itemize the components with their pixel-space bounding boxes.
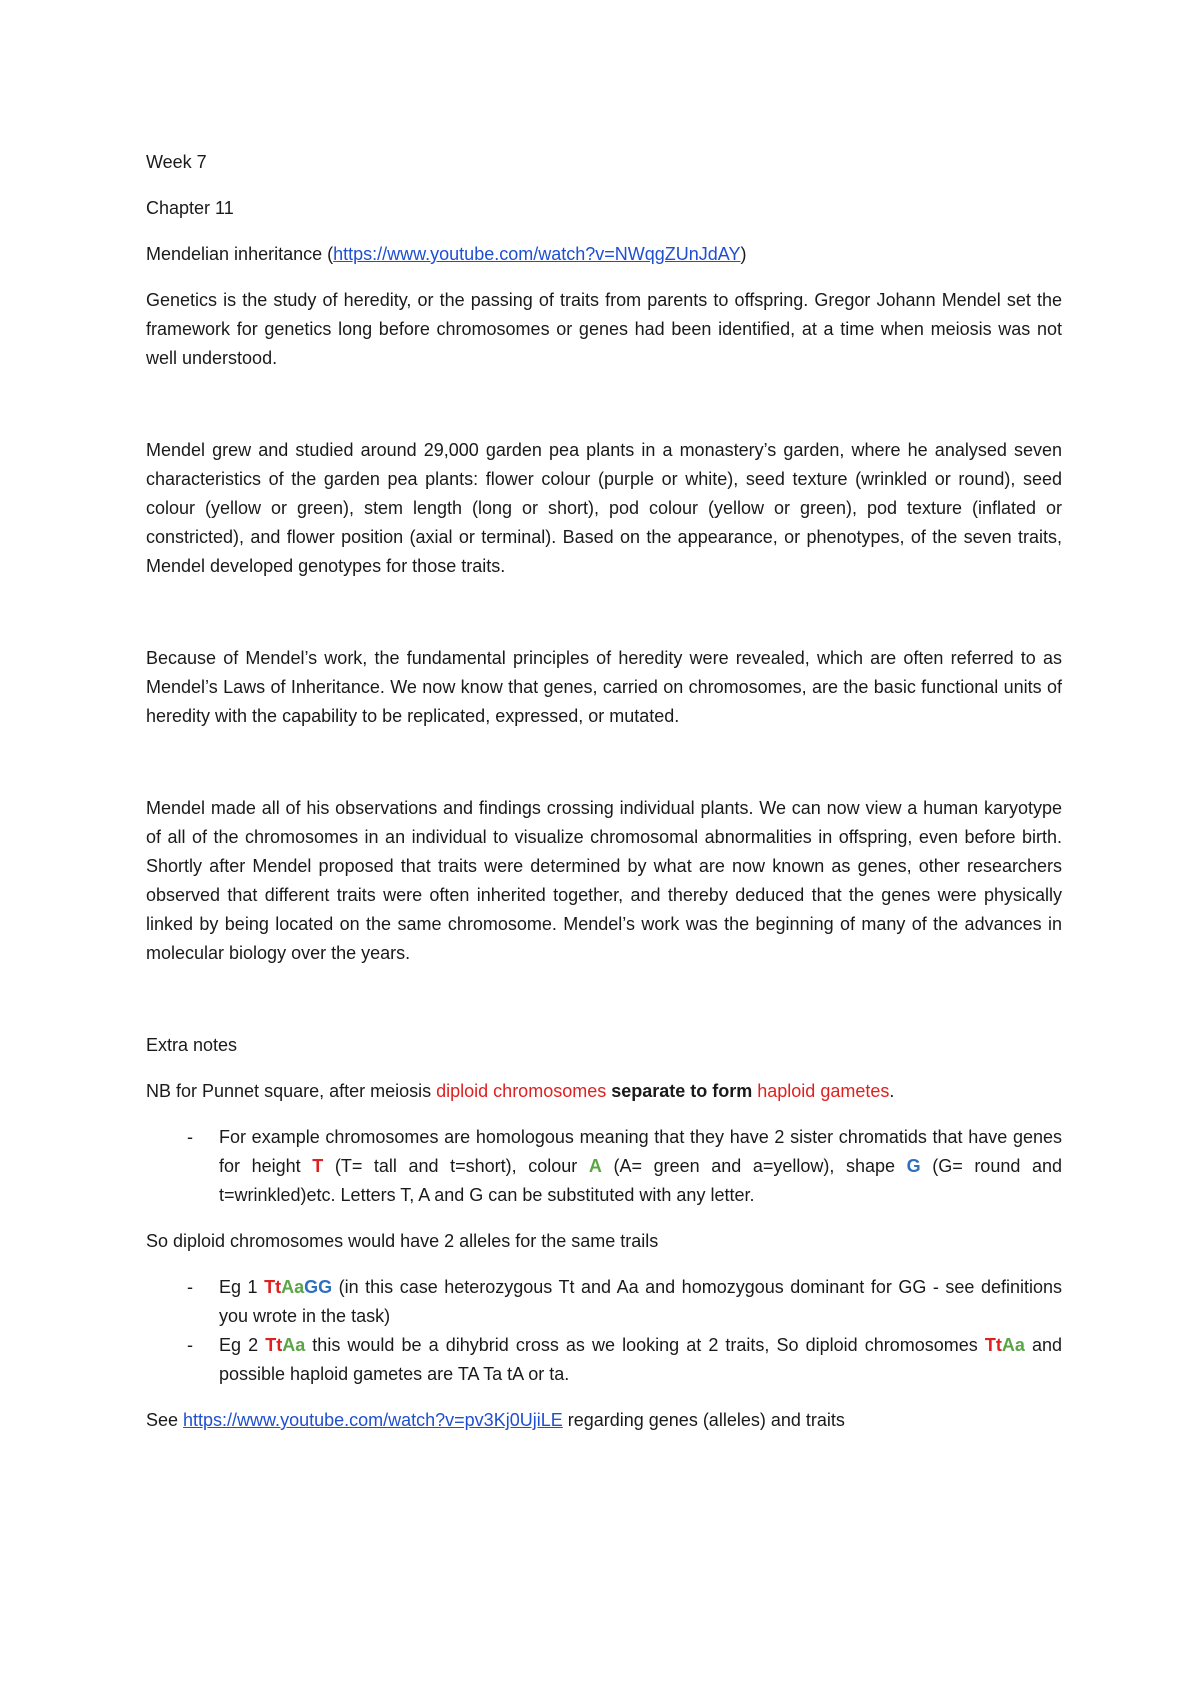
extra-notes-title: Extra notes: [146, 1035, 238, 1055]
dash-marker: -: [187, 1127, 193, 1147]
item-text: (A= green and a=yellow), shape: [601, 1156, 907, 1176]
nb-haploid: haploid gametes: [757, 1081, 890, 1101]
topic-close: ): [740, 244, 747, 264]
allele-g: G: [906, 1156, 921, 1176]
topic-label: Mendelian inheritance (: [146, 244, 334, 264]
paragraph-laws: Because of Mendel’s work, the fundamental principles of heredity were revealed, which are often referred to as Mendel’s Laws of Inheritance. We now know that genes, carried on chromosomes, are the basic functional units of heredity with the capability to be replicated, expressed, or mutated.: [146, 648, 1062, 726]
allele-tt: Tt: [265, 1335, 283, 1355]
item-text: (G= round and t=wrinkled)etc. Letters T, A and G can be substituted with any letter.: [219, 1156, 1062, 1205]
list-item: [146, 1273, 1062, 1331]
topic-video-link[interactable]: https://www.youtube.com/watch?v=NWqgZUnJdAY: [333, 244, 741, 264]
paragraph-observations: Mendel made all of his observations and findings crossing individual plants. We can now view a human karyotype of all of the chromosomes in an individual to visualize chromosomal abnormalities in offspring, even before birth. Shortly after Mendel proposed that traits were determined by what are now known as genes, other researchers observed that different traits were often inherited together, and thereby deduced that the genes were physically linked by being located on the same chromosome. Mendel’s work was the beginning of many of the advances in molecular biology over the years.: [146, 798, 1062, 963]
spacer: [146, 390, 1062, 436]
paragraph-genetics: Genetics is the study of heredity, or the passing of traits from parents to offspring. Gregor Johann Mendel set the framework for genetics long before chromosomes or genes had been identified, at a time when meiosis was not well understood.: [146, 290, 1062, 368]
nb-text: separate to form: [606, 1081, 758, 1101]
allele-tt: Tt: [264, 1277, 282, 1297]
item-text: Eg 1: [219, 1277, 265, 1297]
spacer: [146, 748, 1062, 794]
see-text: regarding genes (alleles) and traits: [562, 1410, 845, 1430]
allele-aa: Aa: [282, 1335, 306, 1355]
nb-diploid: diploid chromosomes: [436, 1081, 607, 1101]
allele-tt: Tt: [984, 1335, 1002, 1355]
dash-marker: -: [187, 1277, 193, 1297]
genes-video-link[interactable]: https://www.youtube.com/watch?v=pv3Kj0UjiLE: [183, 1410, 563, 1430]
allele-a: A: [588, 1156, 602, 1176]
item-text: (T= tall and t=short), colour: [323, 1156, 589, 1176]
chapter-heading: Chapter 11: [146, 198, 234, 218]
list-item: [146, 1331, 1062, 1389]
eg-list: [146, 1273, 1062, 1389]
allele-gg: GG: [304, 1277, 333, 1297]
see-line: [146, 1406, 1062, 1435]
see-text: See: [146, 1410, 184, 1430]
item-text: (in this case heterozygous Tt and Aa and homozygous dominant for GG - see definitions you wrote in the task): [219, 1277, 1063, 1326]
list-item: [146, 1123, 1062, 1210]
example-list: [146, 1123, 1062, 1210]
dash-marker: -: [187, 1335, 193, 1355]
nb-text: .: [889, 1081, 895, 1101]
item-text: For example chromosomes are homologous meaning that they have 2 sister chromatids that have genes for height: [219, 1127, 1062, 1176]
allele-t: T: [312, 1156, 324, 1176]
allele-aa: Aa: [1001, 1335, 1025, 1355]
spacer: [146, 985, 1062, 1031]
item-text: Eg 2: [219, 1335, 266, 1355]
paragraph-pea-plants: Mendel grew and studied around 29,000 garden pea plants in a monastery’s garden, where he analysed seven characteristics of the garden pea plants: flower colour (purple or white), seed texture (wrinkled or round), seed colour (yellow or green), stem length (long or short), pod colour (yellow or green), pod texture (inflated or constricted), and flower position (axial or terminal). Based on the appearance, or phenotypes, of the seven traits, Mendel developed genotypes for those traits.: [146, 440, 1062, 576]
diploid-line: So diploid chromosomes would have 2 alleles for the same trails: [146, 1231, 659, 1251]
spacer: [146, 598, 1062, 644]
allele-aa: Aa: [281, 1277, 305, 1297]
topic-line: [146, 240, 1062, 269]
week-heading: Week 7: [146, 152, 207, 172]
item-text: this would be a dihybrid cross as we looking at 2 traits, So diploid chromosomes: [305, 1335, 985, 1355]
nb-line: [146, 1077, 1062, 1106]
item-text: and possible haploid gametes are TA Ta tA or ta.: [219, 1335, 1063, 1384]
nb-text: NB for Punnet square, after meiosis: [146, 1081, 437, 1101]
